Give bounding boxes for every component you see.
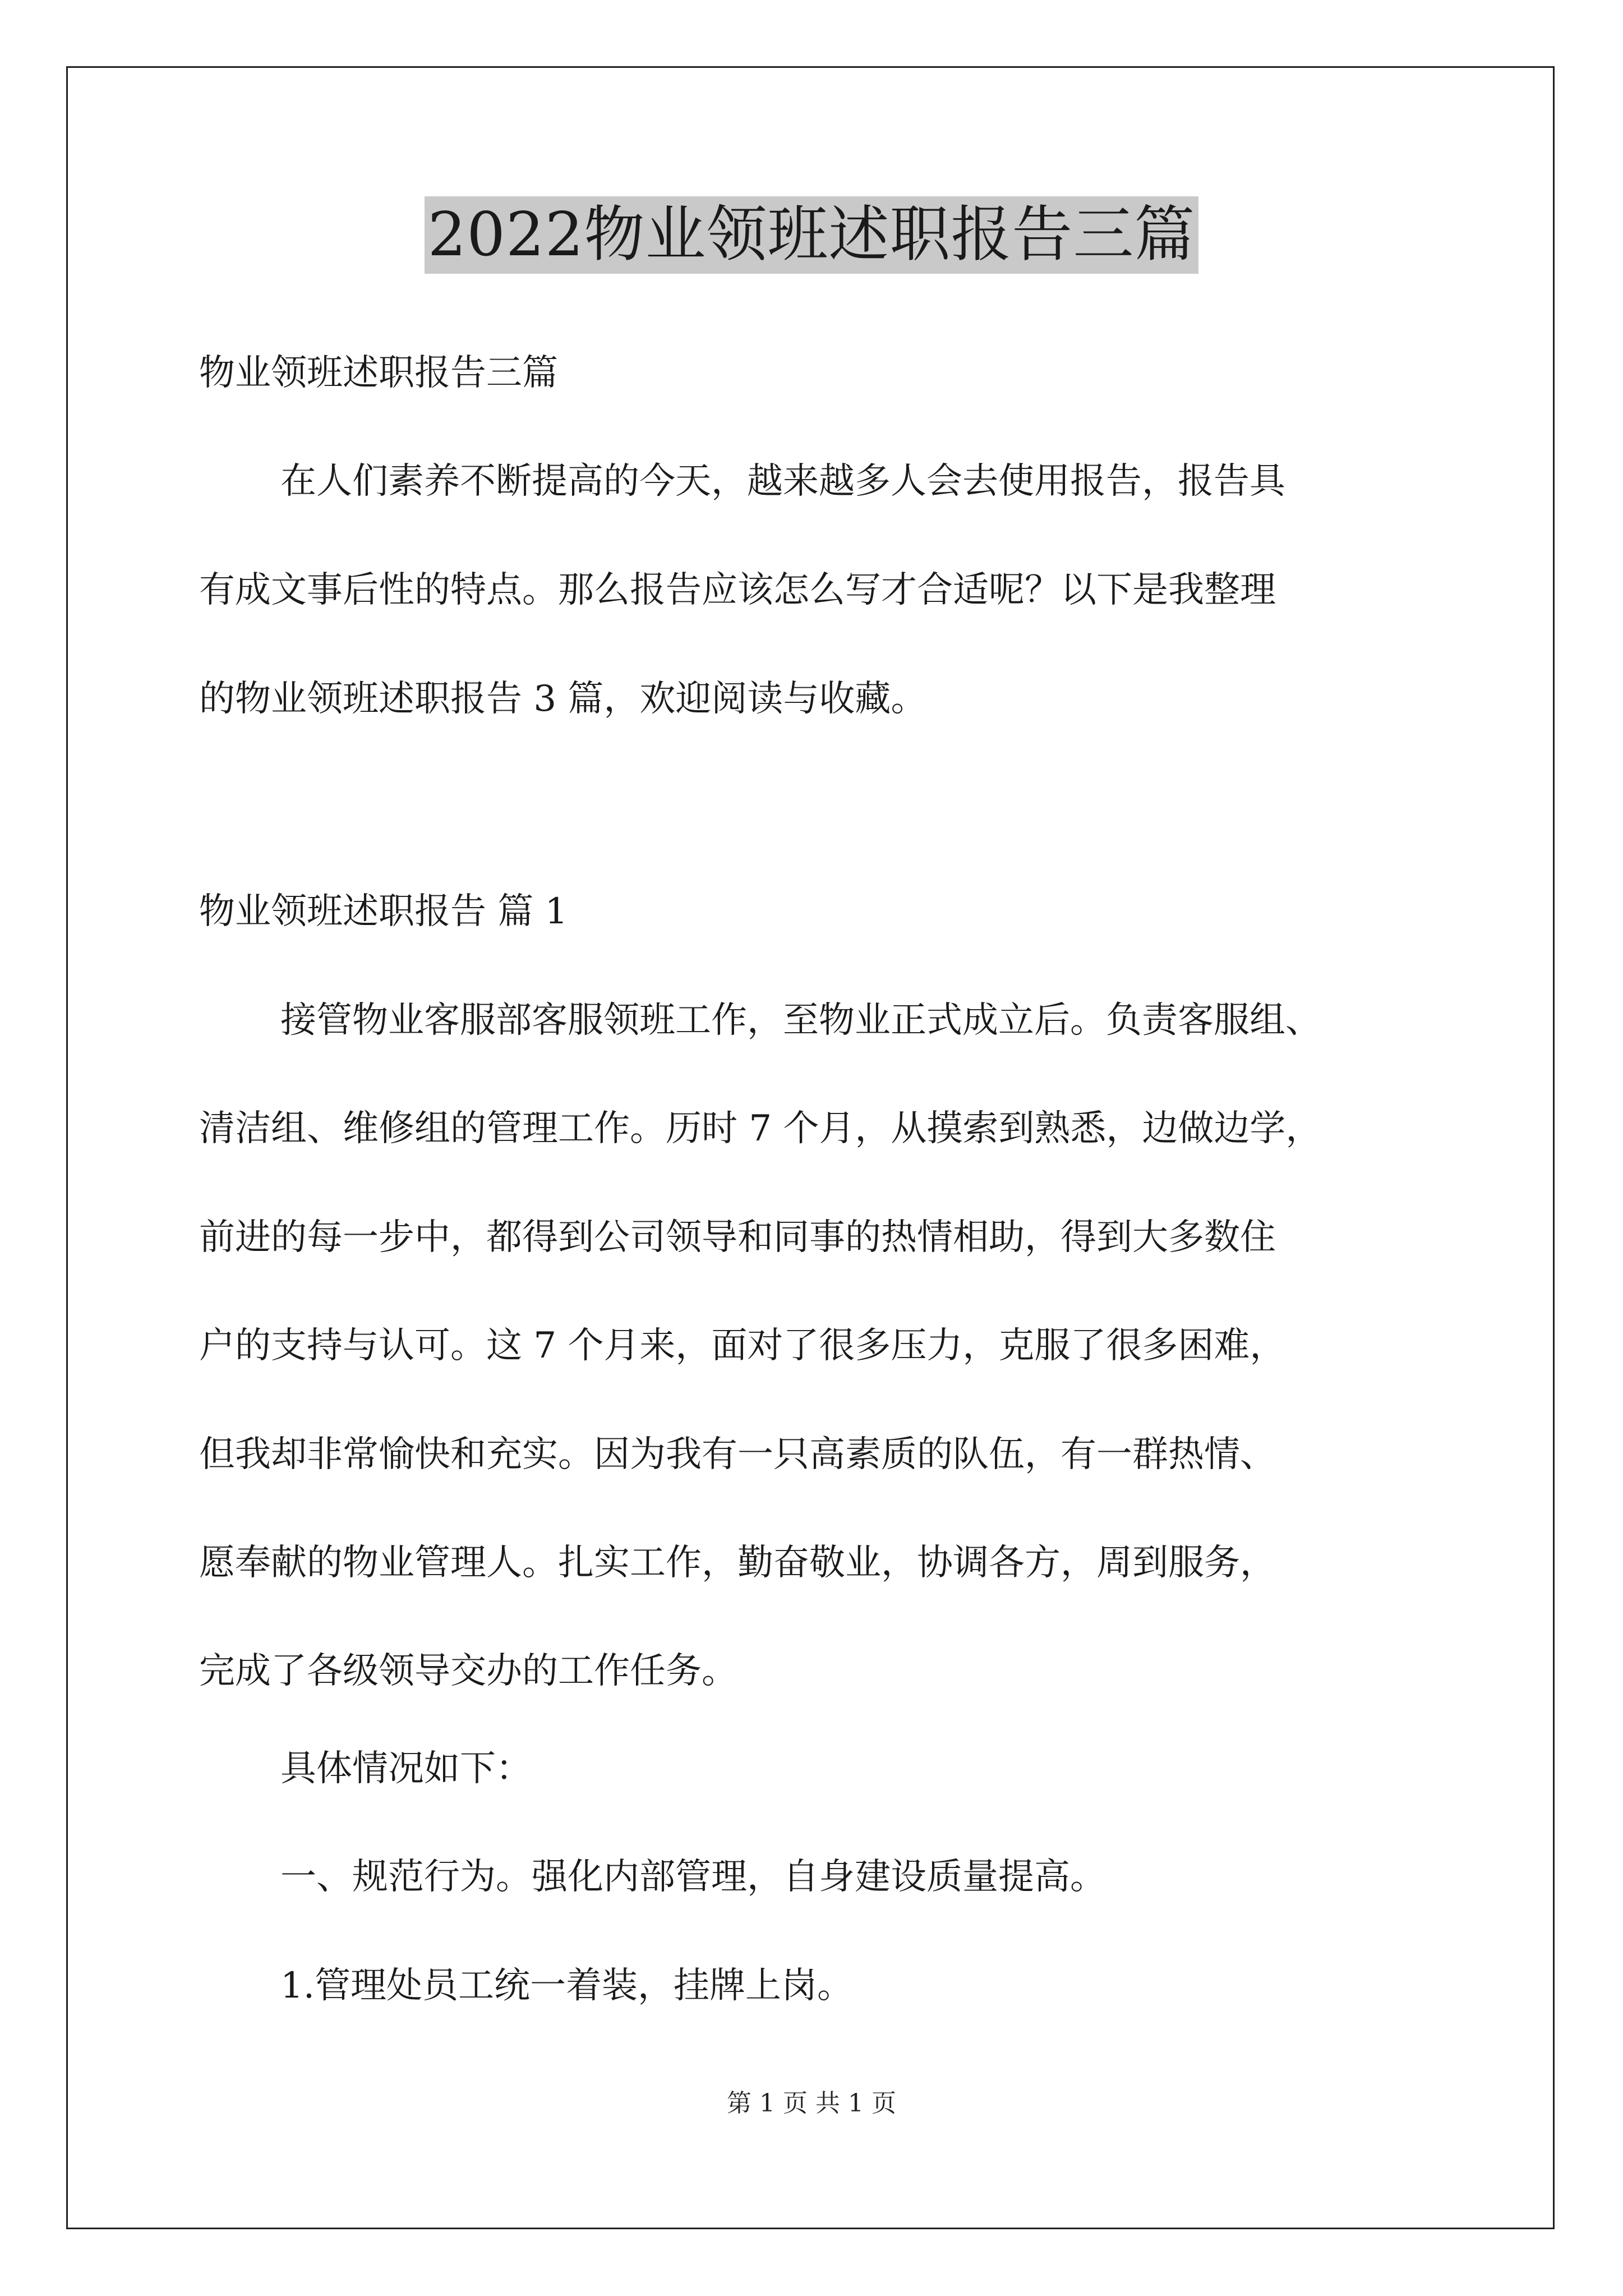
subtitle: 物业领班述职报告三篇 bbox=[199, 352, 558, 394]
body-line-3: 前进的每一步中，都得到公司领导和同事的热情相助，得到大多数住 bbox=[199, 1217, 1276, 1258]
section-heading: 物业领班述职报告 篇 1 bbox=[199, 891, 568, 932]
item-heading: 一、规范行为。强化内部管理，自身建设质量提高。 bbox=[280, 1856, 1106, 1898]
body-line-1: 接管物业客服部客服领班工作，至物业正式成立后。负责客服组、 bbox=[280, 1000, 1321, 1041]
intro-line-2: 有成文事后性的特点。那么报告应该怎么写才合适呢？以下是我整理 bbox=[199, 569, 1276, 611]
body-line-5: 但我却非常愉快和充实。因为我有一只高素质的队伍，有一群热情、 bbox=[199, 1434, 1276, 1475]
body-line-2: 清洁组、维修组的管理工作。历时 7 个月，从摸索到熟悉，边做边学， bbox=[199, 1108, 1322, 1149]
intro-line-1: 在人们素养不断提高的今天，越来越多人会去使用报告，报告具 bbox=[280, 461, 1285, 502]
page-footer: 第 1 页 共 1 页 bbox=[727, 2089, 896, 2118]
intro-line-3: 的物业领班述职报告 3 篇，欢迎阅读与收藏。 bbox=[199, 678, 927, 720]
body-line-6: 愿奉献的物业管理人。扎实工作，勤奋敬业，协调各方，周到服务， bbox=[199, 1542, 1276, 1584]
body-line-4: 户的支持与认可。这 7 个月来，面对了很多压力，克服了很多困难， bbox=[199, 1325, 1286, 1366]
document-title-text: 2022物业领班述职报告三篇 bbox=[425, 196, 1199, 274]
detail-intro: 具体情况如下： bbox=[280, 1748, 532, 1789]
body-line-7: 完成了各级领导交办的工作任务。 bbox=[199, 1650, 737, 1692]
document-title bbox=[0, 196, 1623, 274]
item-1: 1.管理处员工统一着装，挂牌上岗。 bbox=[280, 1965, 854, 2007]
